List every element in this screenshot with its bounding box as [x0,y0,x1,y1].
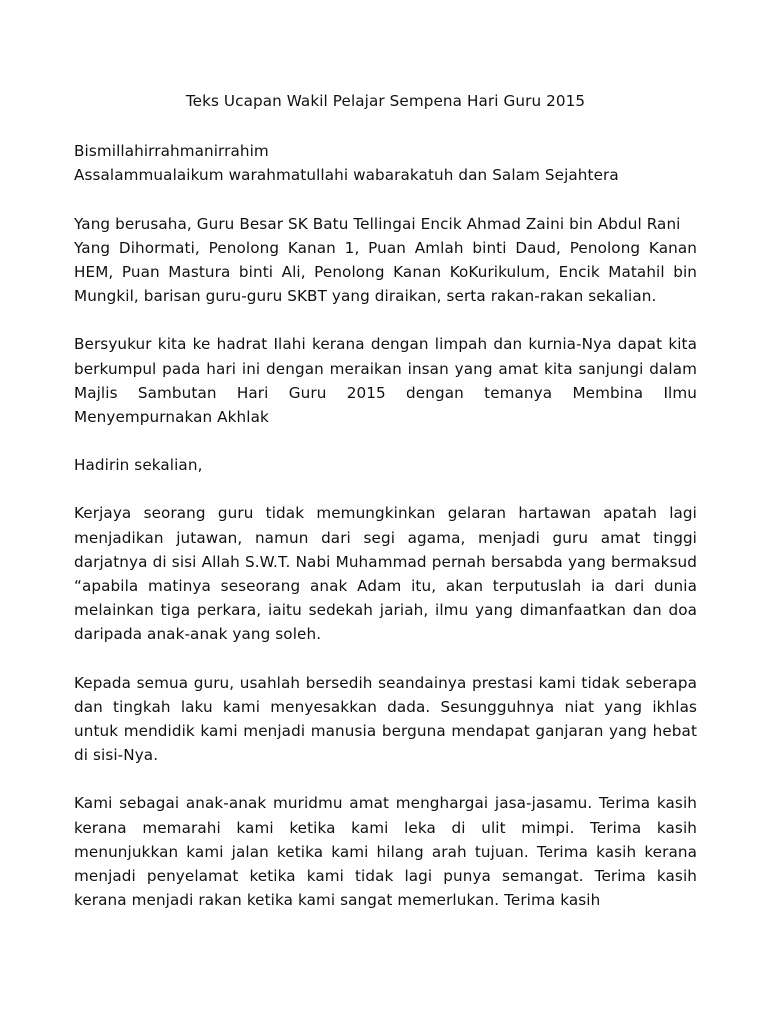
document-title: Teks Ucapan Wakil Pelajar Sempena Hari Guru 2015 [185,92,586,110]
paragraph-1 [74,332,697,429]
greeting-block [74,139,697,187]
address-block [74,212,697,309]
paragraph-text: Kami sebagai anak-anak muridmu amat menghargai jasa-jasamu. Terima kasih kerana memarahi kami ketika kami leka di ulit mimpi. Terima kasih menunjukkan kami jalan ketika kami hilang arah tujuan. Terima kasih kerana menjadi penyelamat ketika kami tidak lagi punya semangat. Terima kasih kerana menjadi rakan ketika kami sangat memerlukan. Terima kasih [74,794,697,910]
paragraph-2 [74,453,697,477]
paragraph-5 [74,791,697,912]
address-line-2: Yang Dihormati, Penolong Kanan 1, Puan Amlah binti Daud, Penolong Kanan HEM, Puan Mastura binti Ali, Penolong Kanan KoKurikulum, Encik Matahil bin Mungkil, barisan guru-guru SKBT yang diraikan, serta rakan-rakan sekalian. [74,238,697,306]
paragraph-text: Kepada semua guru, usahlah bersedih seandainya prestasi kami tidak seberapa dan tingkah laku kami menyesakkan dada. Sesungguhnya niat yang ikhlas untuk mendidik kami menjadi manusia berguna mendapat ganjaran yang hebat di sisi-Nya. [74,673,697,765]
paragraph-3 [74,501,697,646]
document-body [74,89,697,936]
paragraph-text: Kerjaya seorang guru tidak memungkinkan gelaran hartawan apatah lagi menjadikan jutawan, namun dari segi agama, menjadi guru amat tinggi darjatnya di sisi Allah S.W.T. Nabi Muhammad pernah bersabda yang bermaksud “apabila matinya seseorang anak Adam itu, akan terputuslah ia dari dunia melainkan tiga perkara, iaitu sedekah jariah, ilmu yang dimanfaatkan dan doa daripada anak-anak yang soleh. [74,504,697,644]
address-line-1: Yang berusaha, Guru Besar SK Batu Tellingai Encik Ahmad Zaini bin Abdul Rani [74,214,681,233]
greeting-line-2: Assalammualaikum warahmatullahi wabarakatuh dan Salam Sejahtera [74,166,619,185]
paragraph-text: Hadirin sekalian, [74,456,203,475]
paragraph-4 [74,671,697,768]
greeting-line-1: Bismillahirrahmanirrahim [74,142,269,161]
paragraph-text: Bersyukur kita ke hadrat Ilahi kerana dengan limpah dan kurnia-Nya dapat kita berkumpul pada hari ini dengan meraikan insan yang amat kita sanjungi dalam Majlis Sambutan Hari Guru 2015 dengan temanya Membina Ilmu Menyempurnakan Akhlak [74,335,697,427]
